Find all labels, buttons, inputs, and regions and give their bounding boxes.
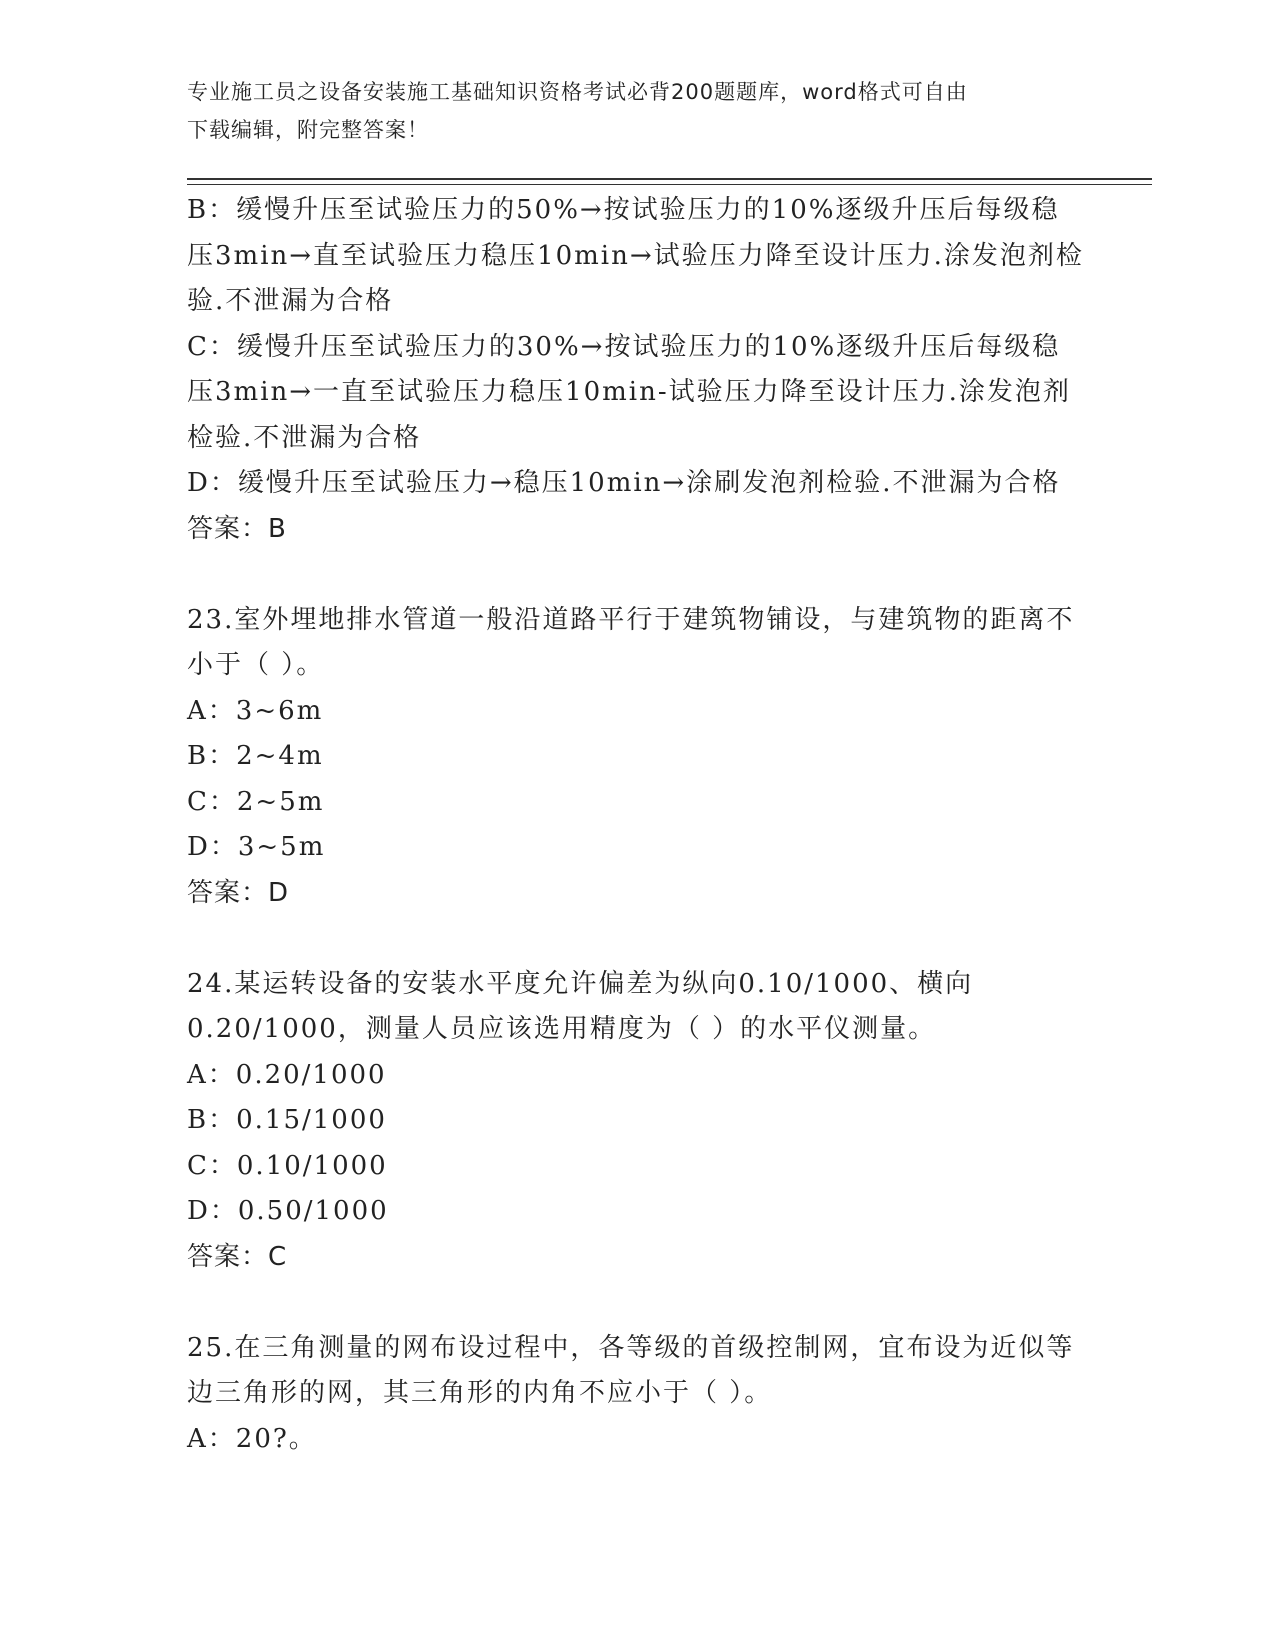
spacer [187,916,1087,962]
page-header [187,73,1087,149]
question-24 [187,962,1087,1281]
question-25 [187,1326,1087,1463]
answer: 答案：B [187,513,287,544]
option-b: B：0.15/1000 [187,1105,387,1135]
question-23 [187,598,1087,917]
question-22-continuation [187,188,1087,552]
option-c: C：2~5m [187,786,325,817]
question-stem: 24.某运转设备的安装水平度允许偏差为纵向0.10/1000、横向0.20/1000，测量人员应该选用精度为（ ）的水平仪测量。 [187,968,974,1044]
option-a: A：0.20/1000 [187,1059,387,1090]
answer: 答案：C [187,1241,288,1272]
header-line-2: 下载编辑，附完整答案！ [187,118,429,142]
option-d: D：0.50/1000 [187,1196,389,1226]
option-b: B：2~4m [187,741,324,771]
header-line-1: 专业施工员之设备安装施工基础知识资格考试必背200题题库，word格式可自由 [187,80,968,104]
option-c: C：缓慢升压至试验压力的30%→按试验压力的10%逐级升压后每级稳压3min→一直至试验压力稳压10min-试验压力降至设计压力.涂发泡剂检验.不泄漏为合格 [187,331,1071,453]
answer: 答案：D [187,877,290,908]
option-b: B：缓慢升压至试验压力的50%→按试验压力的10%逐级升压后每级稳压3min→直至试验压力稳压10min→试验压力降至设计压力.涂发泡剂检验.不泄漏为合格 [187,195,1084,316]
spacer [187,1280,1087,1326]
option-c: C：0.10/1000 [187,1150,388,1181]
question-stem: 25.在三角测量的网布设过程中，各等级的首级控制网，宜布设为近似等边三角形的网，其三角形的内角不应小于（ ）。 [187,1332,1075,1408]
question-stem: 23.室外埋地排水管道一般沿道路平行于建筑物铺设，与建筑物的距离不小于（ ）。 [187,604,1075,680]
option-a: A：3~6m [187,695,324,726]
spacer [187,552,1087,598]
header-divider [187,178,1152,185]
option-d: D：缓慢升压至试验压力→稳压10min→涂刷发泡剂检验.不泄漏为合格 [187,468,1061,498]
question-list [187,188,1087,1462]
option-a: A：20?。 [187,1423,317,1454]
option-d: D：3~5m [187,832,326,862]
